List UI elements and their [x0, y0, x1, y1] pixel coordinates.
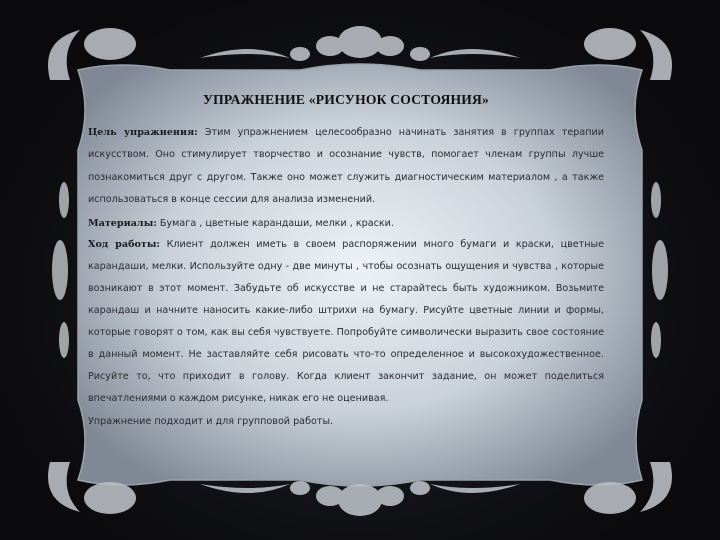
slide-content	[88, 92, 604, 472]
note-paragraph: Упражнение подходит и для групповой работы.	[88, 415, 334, 427]
materials-text: Бумага , цветные карандаши, мелки , краски.	[156, 217, 394, 229]
procedure-label: Ход работы:	[88, 238, 160, 250]
materials-paragraph	[88, 214, 604, 234]
procedure-paragraph	[88, 234, 604, 410]
goal-paragraph	[88, 122, 604, 212]
materials-label: Материалы:	[88, 217, 157, 229]
slide-title: УПРАЖНЕНИЕ «РИСУНОК СОСТОЯНИЯ»	[202, 92, 490, 107]
goal-text: Этим упражнением целесообразно начинать занятия в группах терапии искусством. Оно стимулирует творчество и осознание чувств, помогает членам группы лучше познакомиться друг с другом. Также оно может служить диагностическим материалом , а также использоваться в конце сессии для анализа изменений.	[88, 127, 604, 206]
goal-label: Цель упражнения:	[88, 127, 198, 138]
procedure-text: Клиент должен иметь в своем распоряжении много бумаги и краски, цветные карандаши, мелки. Используйте одну - две минуты , чтобы осознать ощущения и чувства , которые возникают в этот момент. Забудьте об искусстве и не старайтесь быть художником. Возьмите карандаш и начните наносить какие-либо штрихи на бумагу. Рисуйте цветные линии и формы, которые говорят о том, как вы себя чувствуете. Попробуйте символически выразить свое состояние в данный момент. Не заставляйте себя рисовать что-то определенное и высокохудожественное. Рисуйте то, что приходит в голову. Когда клиент закончит задание, он может поделиться впечатлениями о каждом рисунке, никак его не оценивая.	[88, 238, 604, 404]
